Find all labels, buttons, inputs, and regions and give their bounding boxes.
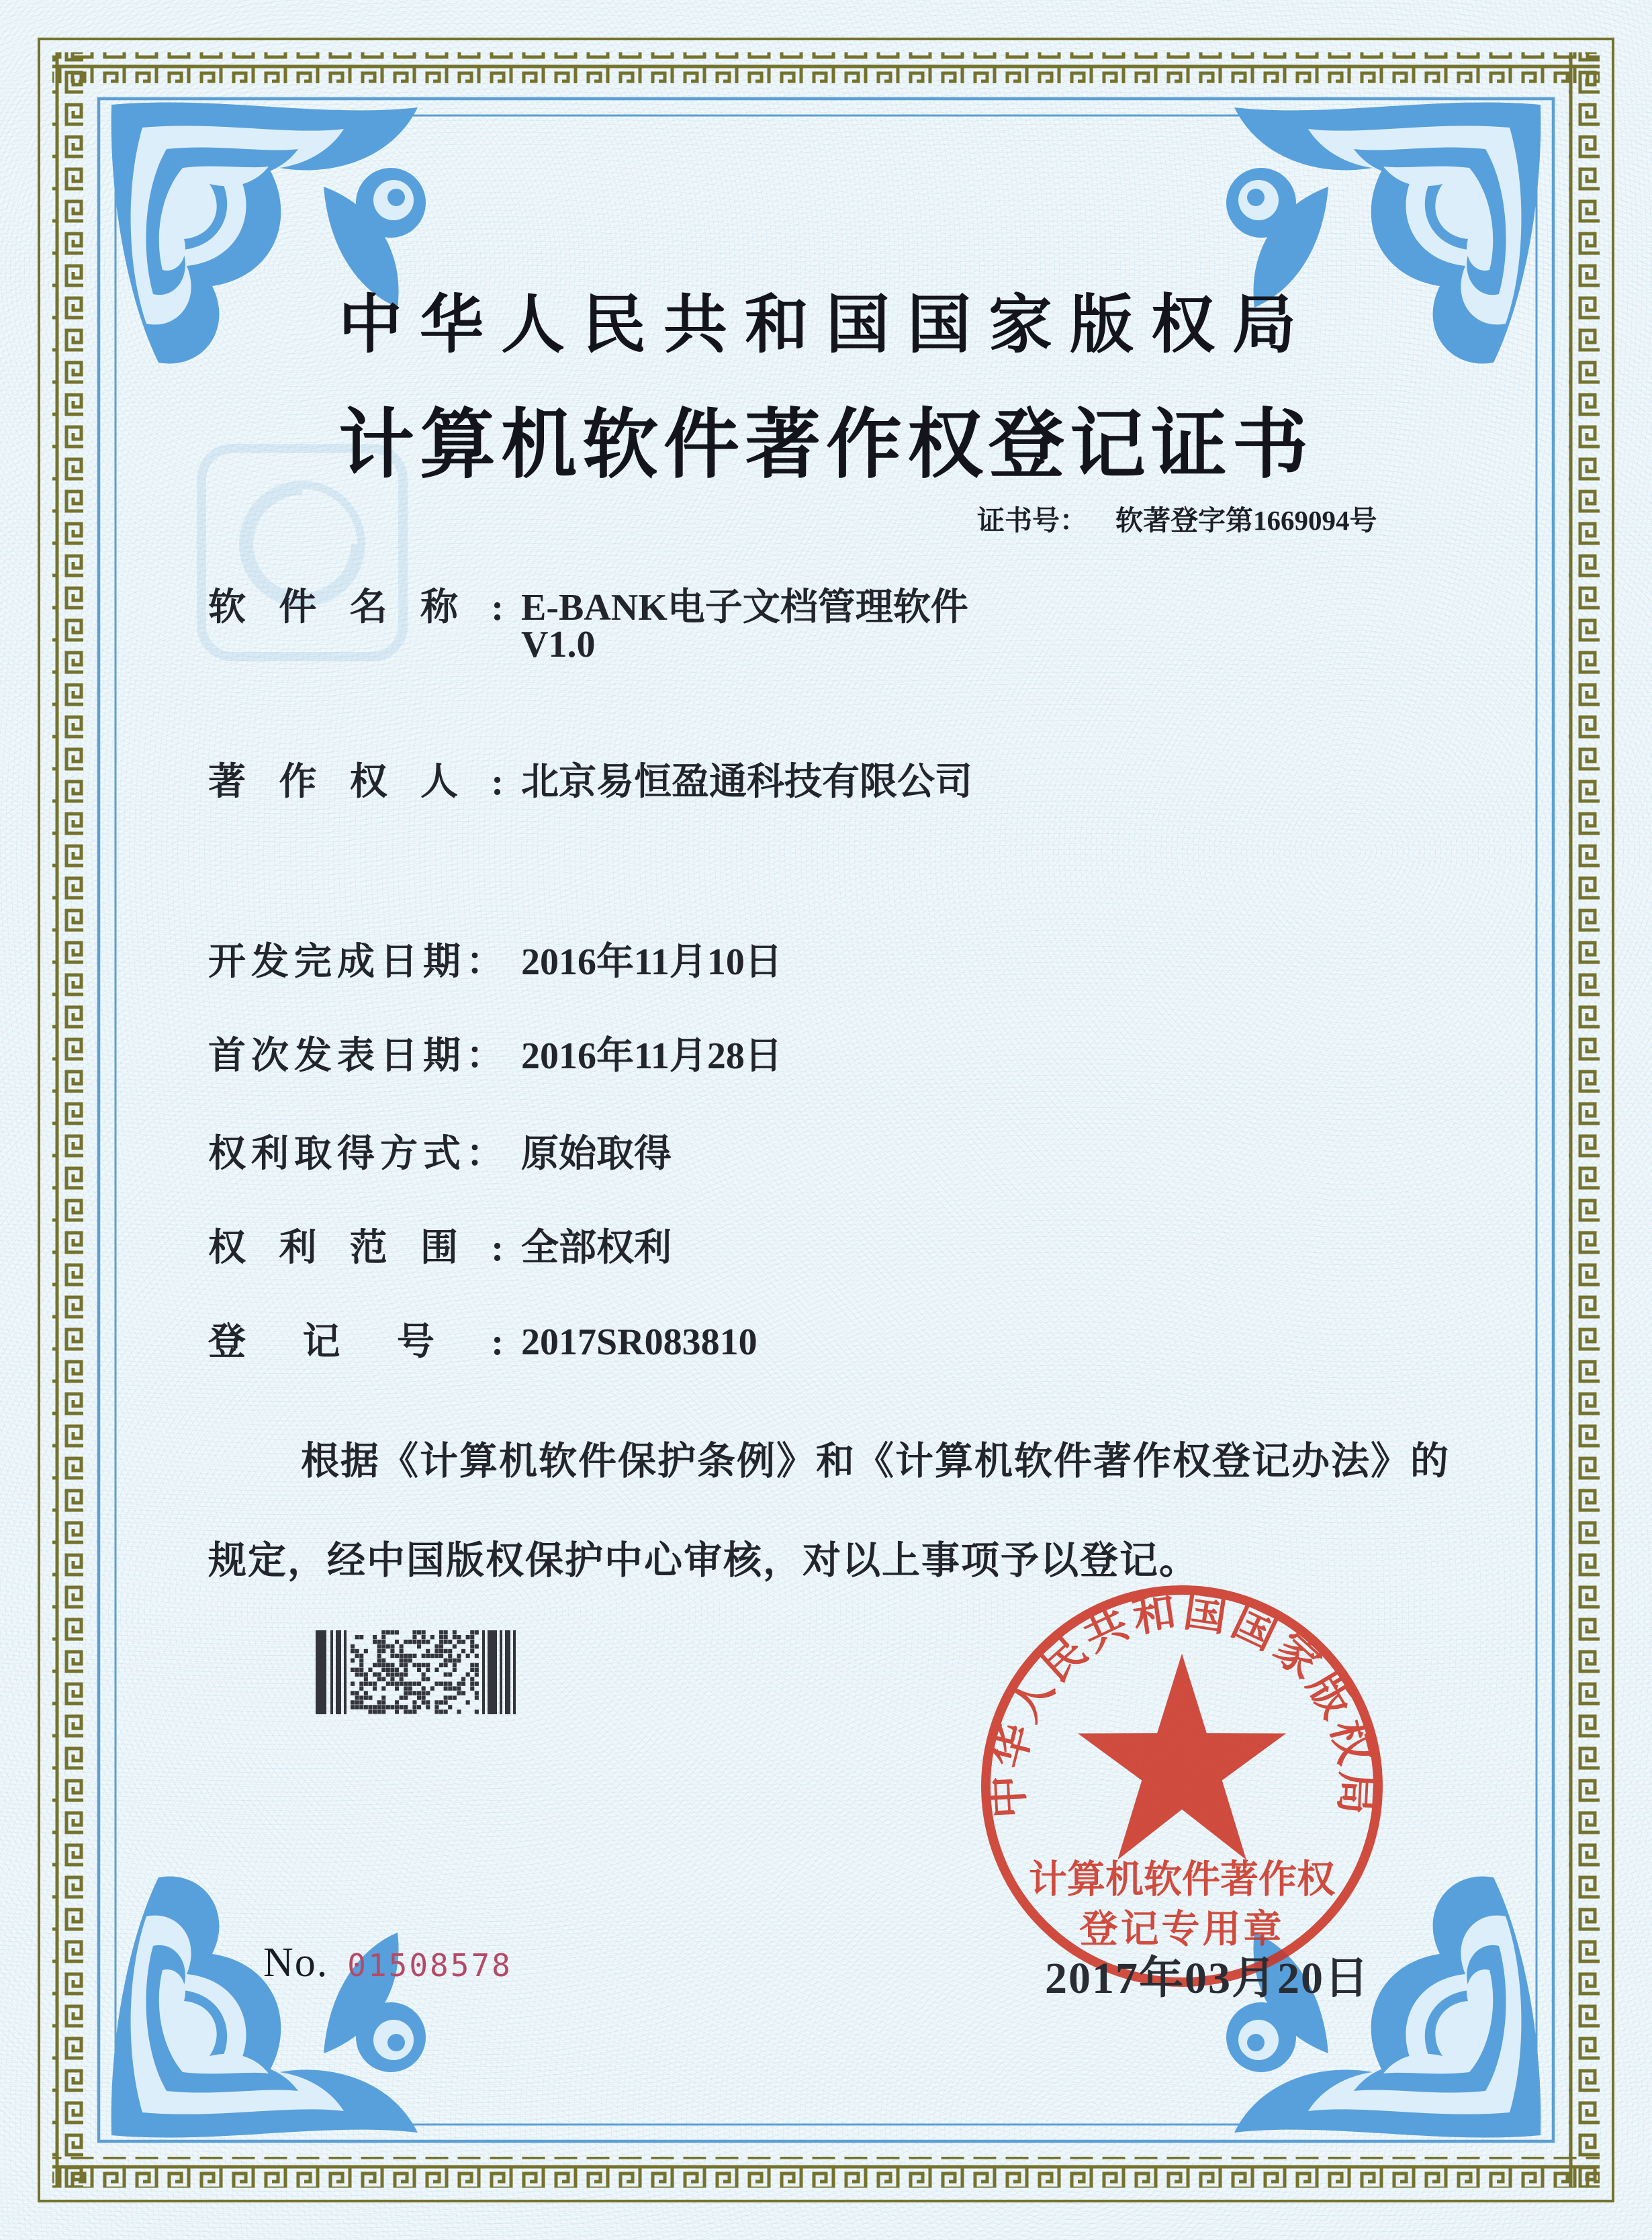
field-label: 登记号: — [208, 1321, 504, 1363]
field-row-copyright-owner — [208, 752, 972, 806]
field-label: 权利取得方式： — [208, 1133, 504, 1175]
greek-key-right — [1569, 52, 1600, 2188]
certificate-number-line — [977, 498, 1377, 538]
field-label: 著作权人: — [208, 761, 504, 803]
registration-statement-line1: 根据《计算机软件保护条例》和《计算机软件著作权登记办法》的 — [301, 1440, 1450, 1483]
field-label: 权利范围: — [208, 1227, 504, 1269]
software-version: V1.0 — [521, 624, 596, 665]
field-label: 首次发表日期： — [208, 1035, 504, 1077]
field-label: 开发完成日期： — [208, 941, 504, 983]
issue-date: 2017年03月20日 — [1045, 1954, 1370, 2003]
serial-label: No. — [263, 1940, 329, 1986]
certificate-title: 计算机软件著作权登记证书 — [338, 404, 1314, 487]
seal-star — [1078, 1654, 1286, 1860]
serial-number-line — [263, 1939, 512, 1987]
field-row-acquisition-method — [208, 1124, 672, 1178]
greek-key-bottom — [52, 2157, 1600, 2188]
field-row-first-publication-date — [208, 1026, 782, 1080]
serial-value: 01508578 — [347, 1947, 512, 1984]
field-value: 2016年11月28日 — [521, 1035, 782, 1077]
greek-key-top — [52, 52, 1600, 83]
field-row-rights-scope — [208, 1218, 672, 1272]
field-row-completion-date — [208, 932, 782, 986]
field-value: E-BANK电子文档管理软件 — [521, 587, 968, 628]
seal-ring-text: 中华人民共和国国家版权局 — [982, 1587, 1381, 1820]
seal-inner-text-2: 登记专用章 — [1079, 1908, 1285, 1951]
corner-flourish-bottom-left — [111, 1876, 426, 2137]
registration-statement-line2: 规定，经中国版权保护中心审核，对以上事项予以登记。 — [208, 1540, 1199, 1582]
barcode — [316, 1630, 517, 1714]
issuing-authority-title: 中华人民共和国国家版权局 — [338, 289, 1314, 361]
field-value: 全部权利 — [521, 1227, 672, 1269]
field-value: 北京易恒盈通科技有限公司 — [521, 761, 972, 803]
official-seal — [960, 1565, 1404, 2008]
field-value: 2016年11月10日 — [521, 941, 782, 983]
seal-inner-text-1: 计算机软件著作权 — [1029, 1859, 1335, 1901]
field-value: 原始取得 — [521, 1133, 672, 1175]
field-label: 软件名称: — [208, 587, 504, 628]
field-row-registration-number — [208, 1312, 758, 1366]
certificate-number-value: 软著登字第1669094号 — [1115, 505, 1377, 536]
certificate-number-label: 证书号： — [977, 505, 1087, 536]
greek-key-left — [52, 52, 83, 2188]
field-value: 2017SR083810 — [521, 1321, 758, 1363]
